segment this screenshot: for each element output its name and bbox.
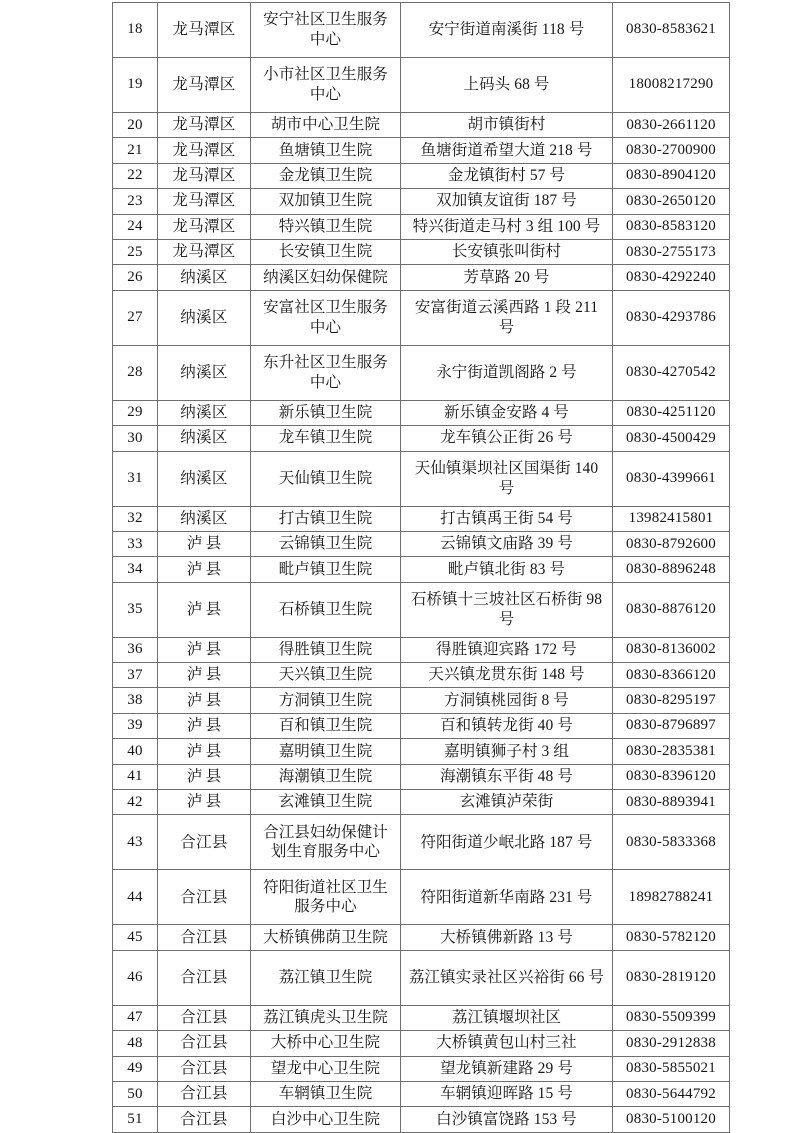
district-cell: 合江县: [158, 1056, 251, 1081]
address-cell: [401, 950, 613, 1005]
phone-cell: 0830-8295197: [613, 688, 730, 713]
address-cell: [401, 688, 613, 713]
phone-cell: 0830-5100120: [613, 1107, 730, 1132]
row-index-cell: 45: [113, 925, 158, 950]
institution-cell-text: 云锦镇卫生院: [278, 535, 373, 553]
address-cell-text: 金龙镇街村 57 号: [447, 167, 566, 185]
district-cell: 龙马潭区: [158, 214, 251, 239]
address-cell: [401, 3, 613, 58]
institution-cell-text: 胡市中心卫生院: [270, 116, 381, 134]
district-cell: 泸县: [158, 582, 251, 637]
phone-cell: 0830-4500429: [613, 426, 730, 451]
phone-cell: 0830-8904120: [613, 163, 730, 188]
institution-cell: [251, 1031, 401, 1056]
row-index-cell: 37: [113, 663, 158, 688]
institution-cell-text: 双加镇卫生院: [278, 192, 373, 210]
institution-cell: [251, 1107, 401, 1132]
row-index-cell: 42: [113, 790, 158, 815]
phone-cell: 0830-8583621: [613, 3, 730, 58]
institution-cell-text: 毗卢镇卫生院: [278, 560, 373, 578]
address-cell-text: 大桥镇黄包山村三社: [436, 1034, 577, 1052]
address-cell-text: 荔江镇堰坝社区: [451, 1009, 562, 1027]
phone-cell: 0830-8893941: [613, 790, 730, 815]
institution-cell: [251, 688, 401, 713]
district-cell: 泸县: [158, 663, 251, 688]
district-cell: 泸县: [158, 790, 251, 815]
row-index-cell: 34: [113, 557, 158, 582]
phone-cell: 0830-2650120: [613, 189, 730, 214]
district-cell: 龙马潭区: [158, 113, 251, 138]
phone-cell: 0830-8583120: [613, 214, 730, 239]
institution-cell: [251, 557, 401, 582]
address-cell-text: 长安镇张叫街村: [451, 243, 562, 261]
district-cell: 纳溪区: [158, 290, 251, 345]
institution-cell-text: 纳溪区妇幼保健院: [263, 268, 388, 286]
institution-cell-text: 小市社区卫生服务中心: [263, 66, 388, 103]
phone-cell: 0830-2819120: [613, 950, 730, 1005]
institution-cell: [251, 1081, 401, 1106]
table-row: [113, 739, 730, 764]
address-cell: [401, 1031, 613, 1056]
row-index-cell: 33: [113, 531, 158, 556]
row-index-cell: 39: [113, 713, 158, 738]
institution-cell-text: 合江县妇幼保健计划生育服务中心: [263, 823, 388, 861]
address-cell-text: 双加镇友谊街 187 号: [436, 192, 577, 210]
address-cell-text: 新乐镇金安路 4 号: [443, 404, 569, 422]
institution-cell: [251, 189, 401, 214]
address-cell-text: 天兴镇龙贯东街 148 号: [428, 666, 585, 684]
district-cell: 纳溪区: [158, 400, 251, 425]
district-cell: 合江县: [158, 950, 251, 1005]
address-cell-text: 云锦镇文庙路 39 号: [440, 535, 573, 553]
phone-cell: 0830-4293786: [613, 290, 730, 345]
row-index-cell: 47: [113, 1005, 158, 1030]
table-row: [113, 426, 730, 451]
institution-cell-text: 荔江镇卫生院: [278, 968, 373, 986]
district-cell: 龙马潭区: [158, 138, 251, 163]
district-cell: 合江县: [158, 870, 251, 925]
institution-cell: [251, 345, 401, 400]
institution-cell-text: 符阳街道社区卫生服务中心: [263, 878, 388, 916]
institution-cell: [251, 290, 401, 345]
row-index-cell: 30: [113, 426, 158, 451]
row-index-cell: 28: [113, 345, 158, 400]
address-cell-text: 打古镇禹王街 54 号: [440, 509, 573, 527]
row-index-cell: 19: [113, 58, 158, 113]
district-cell: 龙马潭区: [158, 189, 251, 214]
phone-cell: 18008217290: [613, 58, 730, 113]
institution-cell-text: 天兴镇卫生院: [278, 666, 373, 684]
district-cell: 泸县: [158, 713, 251, 738]
institution-cell-text: 鱼塘镇卫生院: [278, 141, 373, 159]
row-index-cell: 27: [113, 290, 158, 345]
table-row: [113, 815, 730, 870]
phone-cell: 0830-5644792: [613, 1081, 730, 1106]
row-index-cell: 50: [113, 1081, 158, 1106]
address-cell-text: 特兴街道走马村 3 组 100 号: [412, 217, 601, 235]
address-cell-text: 胡市镇街村: [467, 116, 546, 134]
row-index-cell: 25: [113, 239, 158, 264]
district-cell: 泸县: [158, 557, 251, 582]
district-cell: 泸县: [158, 764, 251, 789]
phone-cell: 0830-5509399: [613, 1005, 730, 1030]
table-row: [113, 3, 730, 58]
address-cell: [401, 637, 613, 662]
district-cell: 泸县: [158, 739, 251, 764]
phone-cell: 0830-8396120: [613, 764, 730, 789]
row-index-cell: 36: [113, 637, 158, 662]
address-cell-text: 鱼塘街道希望大道 218 号: [420, 141, 593, 159]
phone-cell: 0830-8896248: [613, 557, 730, 582]
address-cell: [401, 790, 613, 815]
address-cell: [401, 290, 613, 345]
phone-cell: 0830-8366120: [613, 663, 730, 688]
health-institution-table: [112, 2, 730, 1133]
phone-cell: 0830-8792600: [613, 531, 730, 556]
institution-cell-text: 龙车镇卫生院: [278, 429, 373, 447]
table-row: [113, 58, 730, 113]
institution-cell: [251, 58, 401, 113]
institution-cell-text: 方洞镇卫生院: [278, 691, 373, 709]
institution-cell: [251, 214, 401, 239]
address-cell-text: 大桥镇佛新路 13 号: [440, 928, 573, 946]
row-index-cell: 40: [113, 739, 158, 764]
address-cell-text: 嘉明镇狮子村 3 组: [443, 742, 569, 760]
institution-cell-text: 望龙中心卫生院: [270, 1059, 381, 1077]
address-cell-text: 安宁街道南溪街 118 号: [428, 21, 585, 39]
district-cell: 纳溪区: [158, 451, 251, 506]
district-cell: 合江县: [158, 1005, 251, 1030]
institution-cell: [251, 138, 401, 163]
institution-cell: [251, 663, 401, 688]
address-cell: [401, 870, 613, 925]
institution-cell-text: 大桥中心卫生院: [270, 1034, 381, 1052]
institution-cell-text: 特兴镇卫生院: [278, 217, 373, 235]
institution-cell-text: 百和镇卫生院: [278, 717, 373, 735]
address-cell: [401, 426, 613, 451]
address-cell-text: 芳草路 20 号: [463, 268, 550, 286]
table-row: [113, 870, 730, 925]
address-cell-text: 望龙镇新建路 29 号: [440, 1059, 573, 1077]
institution-cell-text: 得胜镇卫生院: [278, 640, 373, 658]
district-cell: 泸县: [158, 531, 251, 556]
table-row: [113, 163, 730, 188]
institution-cell: [251, 239, 401, 264]
address-cell: [401, 345, 613, 400]
institution-cell: [251, 713, 401, 738]
address-cell: [401, 557, 613, 582]
institution-cell: [251, 1056, 401, 1081]
institution-cell: [251, 163, 401, 188]
institution-cell-text: 打古镇卫生院: [278, 509, 373, 527]
address-cell-text: 车辋镇迎晖路 15 号: [440, 1085, 573, 1103]
table-body: [113, 3, 730, 1133]
institution-cell: [251, 265, 401, 290]
address-cell: [401, 163, 613, 188]
institution-cell-text: 大桥镇佛荫卫生院: [263, 928, 388, 946]
institution-cell-text: 东升社区卫生服务中心: [263, 353, 388, 391]
institution-cell: [251, 950, 401, 1005]
address-cell-text: 方洞镇桃园街 8 号: [443, 691, 569, 709]
table-row: [113, 688, 730, 713]
table-row: [113, 637, 730, 662]
phone-cell: 0830-2700900: [613, 138, 730, 163]
address-cell-text: 得胜镇迎宾路 172 号: [436, 640, 577, 658]
row-index-cell: 23: [113, 189, 158, 214]
address-cell: [401, 451, 613, 506]
address-cell-text: 海潮镇东平街 48 号: [440, 767, 573, 785]
phone-cell: 18982788241: [613, 870, 730, 925]
institution-cell-text: 安富社区卫生服务中心: [263, 298, 388, 336]
address-cell: [401, 58, 613, 113]
row-index-cell: 32: [113, 506, 158, 531]
address-cell-text: 符阳街道少岷北路 187 号: [420, 833, 593, 851]
row-index-cell: 51: [113, 1107, 158, 1132]
phone-cell: 0830-2835381: [613, 739, 730, 764]
address-cell-text: 龙车镇公正街 26 号: [440, 429, 573, 447]
phone-cell: 0830-4251120: [613, 400, 730, 425]
institution-cell: [251, 113, 401, 138]
institution-cell: [251, 790, 401, 815]
address-cell: [401, 265, 613, 290]
phone-cell: 0830-5782120: [613, 925, 730, 950]
row-index-cell: 43: [113, 815, 158, 870]
phone-cell: 0830-8796897: [613, 713, 730, 738]
phone-cell: 0830-8876120: [613, 582, 730, 637]
address-cell-text: 荔江镇实录社区兴裕街 66 号: [408, 968, 605, 986]
row-index-cell: 38: [113, 688, 158, 713]
table-row: [113, 557, 730, 582]
address-cell-text: 天仙镇渠坝社区国渠街 140 号: [414, 459, 599, 497]
table-row: [113, 189, 730, 214]
address-cell: [401, 239, 613, 264]
district-cell: 合江县: [158, 925, 251, 950]
table-row: [113, 239, 730, 264]
table-row: [113, 290, 730, 345]
institution-cell-text: 白沙中心卫生院: [270, 1110, 381, 1128]
district-cell: 泸县: [158, 637, 251, 662]
table-row: [113, 113, 730, 138]
row-index-cell: 29: [113, 400, 158, 425]
phone-cell: 0830-2755173: [613, 239, 730, 264]
address-cell: [401, 663, 613, 688]
table-row: [113, 790, 730, 815]
phone-cell: 0830-4270542: [613, 345, 730, 400]
institution-cell: [251, 739, 401, 764]
phone-cell: 0830-4292240: [613, 265, 730, 290]
table-row: [113, 663, 730, 688]
row-index-cell: 44: [113, 870, 158, 925]
address-cell: [401, 1081, 613, 1106]
address-cell-text: 上码头 68 号: [463, 76, 550, 94]
address-cell: [401, 815, 613, 870]
institution-cell: [251, 451, 401, 506]
row-index-cell: 26: [113, 265, 158, 290]
address-cell: [401, 400, 613, 425]
address-cell: [401, 739, 613, 764]
district-cell: 龙马潭区: [158, 58, 251, 113]
table-row: [113, 1031, 730, 1056]
district-cell: 纳溪区: [158, 345, 251, 400]
institution-cell: [251, 815, 401, 870]
institution-cell: [251, 1005, 401, 1030]
address-cell: [401, 113, 613, 138]
row-index-cell: 31: [113, 451, 158, 506]
district-cell: 泸县: [158, 688, 251, 713]
address-cell: [401, 214, 613, 239]
address-cell: [401, 138, 613, 163]
row-index-cell: 24: [113, 214, 158, 239]
address-cell-text: 白沙镇富饶路 153 号: [436, 1110, 577, 1128]
table-row: [113, 582, 730, 637]
institution-cell: [251, 531, 401, 556]
institution-cell-text: 金龙镇卫生院: [278, 167, 373, 185]
address-cell: [401, 713, 613, 738]
row-index-cell: 35: [113, 582, 158, 637]
row-index-cell: 20: [113, 113, 158, 138]
phone-cell: 0830-5833368: [613, 815, 730, 870]
phone-cell: 0830-4399661: [613, 451, 730, 506]
table-row: [113, 138, 730, 163]
district-cell: 纳溪区: [158, 265, 251, 290]
address-cell: [401, 531, 613, 556]
district-cell: 合江县: [158, 815, 251, 870]
phone-cell: 0830-2912838: [613, 1031, 730, 1056]
district-cell: 龙马潭区: [158, 239, 251, 264]
phone-cell: 0830-5855021: [613, 1056, 730, 1081]
phone-cell: 0830-8136002: [613, 637, 730, 662]
address-cell-text: 毗卢镇北街 83 号: [447, 560, 566, 578]
table-row: [113, 531, 730, 556]
institution-cell: [251, 506, 401, 531]
row-index-cell: 22: [113, 163, 158, 188]
table-row: [113, 451, 730, 506]
district-cell: 合江县: [158, 1107, 251, 1132]
institution-cell: [251, 400, 401, 425]
district-cell: 纳溪区: [158, 506, 251, 531]
row-index-cell: 46: [113, 950, 158, 1005]
row-index-cell: 41: [113, 764, 158, 789]
institution-cell-text: 车辋镇卫生院: [278, 1085, 373, 1103]
table-row: [113, 764, 730, 789]
phone-cell: 13982415801: [613, 506, 730, 531]
row-index-cell: 48: [113, 1031, 158, 1056]
table-row: [113, 1005, 730, 1030]
institution-cell-text: 嘉明镇卫生院: [278, 742, 373, 760]
institution-cell: [251, 637, 401, 662]
table-row: [113, 950, 730, 1005]
table-row: [113, 713, 730, 738]
institution-cell-text: 天仙镇卫生院: [278, 469, 373, 487]
address-cell-text: 安富街道云溪西路 1 段 211 号: [414, 298, 599, 336]
row-index-cell: 18: [113, 3, 158, 58]
table-row: [113, 1056, 730, 1081]
address-cell-text: 永宁街道凯阁路 2 号: [436, 363, 577, 381]
row-index-cell: 49: [113, 1056, 158, 1081]
district-cell: 龙马潭区: [158, 3, 251, 58]
table-row: [113, 214, 730, 239]
district-cell: 龙马潭区: [158, 163, 251, 188]
institution-cell-text: 石桥镇卫生院: [278, 600, 373, 618]
row-index-cell: 21: [113, 138, 158, 163]
address-cell-text: 百和镇转龙街 40 号: [440, 717, 573, 735]
address-cell: [401, 1005, 613, 1030]
address-cell-text: 符阳街道新华南路 231 号: [420, 888, 593, 906]
table-row: [113, 1107, 730, 1132]
address-cell: [401, 506, 613, 531]
address-cell: [401, 1056, 613, 1081]
district-cell: 合江县: [158, 1031, 251, 1056]
institution-cell-text: 玄滩镇卫生院: [278, 793, 373, 811]
address-cell: [401, 582, 613, 637]
address-cell-text: 石桥镇十三坡社区石桥街 98 号: [410, 590, 603, 628]
table-row: [113, 506, 730, 531]
phone-cell: 0830-2661120: [613, 113, 730, 138]
institution-cell: [251, 582, 401, 637]
district-cell: 纳溪区: [158, 426, 251, 451]
address-cell: [401, 1107, 613, 1132]
institution-cell: [251, 426, 401, 451]
district-cell: 合江县: [158, 1081, 251, 1106]
address-cell: [401, 764, 613, 789]
institution-cell-text: 新乐镇卫生院: [278, 404, 373, 422]
address-cell-text: 玄滩镇泸荣街: [459, 793, 554, 811]
table-row: [113, 265, 730, 290]
institution-cell: [251, 3, 401, 58]
institution-cell-text: 长安镇卫生院: [278, 243, 373, 261]
table-row: [113, 400, 730, 425]
address-cell: [401, 189, 613, 214]
institution-cell: [251, 764, 401, 789]
institution-cell-text: 荔江镇虎头卫生院: [263, 1009, 388, 1027]
institution-cell-text: 安宁社区卫生服务中心: [263, 11, 388, 48]
institution-cell-text: 海潮镇卫生院: [278, 767, 373, 785]
table-row: [113, 345, 730, 400]
table-row: [113, 1081, 730, 1106]
institution-cell: [251, 870, 401, 925]
